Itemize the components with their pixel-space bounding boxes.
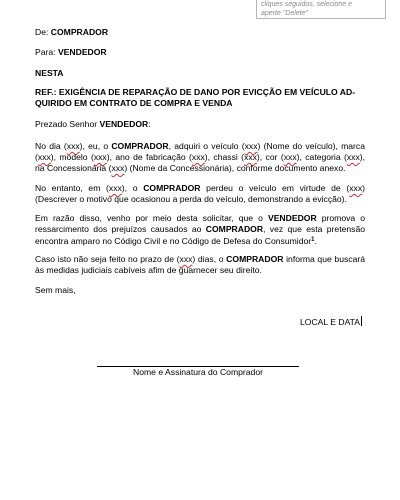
sender-label: De:	[35, 27, 51, 37]
place-date-text: LOCAL E DATA	[300, 317, 361, 327]
instruction-hint-box	[256, 0, 386, 19]
paragraph-deadline: Caso isto não seja feito no prazo de (xxx) dias, o COMPRADOR informa que buscará às medidas judiciais cabíveis afim de guarnecer seu direito.	[35, 254, 366, 275]
placeholder-xxx[interactable]: xxx	[244, 141, 258, 151]
signature-label: Nome e Assinatura do Comprador	[133, 367, 263, 377]
placeholder-xxx[interactable]: xxx	[66, 141, 80, 151]
recipient-value: VENDEDOR	[57, 47, 107, 57]
placeholder-xxx[interactable]: xxx	[283, 152, 297, 162]
text-cursor	[361, 316, 362, 326]
placeholder-xxx[interactable]: xxx	[349, 183, 363, 193]
sender-line	[35, 27, 108, 38]
greeting-name: VENDEDOR	[99, 119, 149, 129]
recipient-label: Para:	[35, 47, 58, 57]
closing-line: Sem mais,	[35, 285, 76, 295]
placeholder-xxx[interactable]: xxx	[346, 152, 360, 162]
placeholder-xxx[interactable]: xxx	[108, 183, 122, 193]
hint-line-2: aperte "Delete"	[261, 9, 308, 17]
hint-line-1: cliques seguidos, selecione e	[261, 1, 353, 8]
placeholder-xxx[interactable]: xxx	[191, 152, 205, 162]
greeting-suffix: :	[148, 119, 151, 129]
placeholder-xxx[interactable]: xxx	[93, 152, 107, 162]
paragraph-loss: No entanto, em (xxx), o COMPRADOR perdeu o veículo em virtude de (xxx) (Descrever o motivo que ocasionou a perda do veículo, demonstrando a evicção).	[35, 183, 365, 204]
greeting	[35, 119, 151, 130]
placeholder-xxx[interactable]: xxx	[244, 152, 257, 162]
placeholder-xxx[interactable]: xxx	[179, 254, 193, 264]
greeting-prefix: Prezado Senhor	[35, 119, 100, 129]
paragraph-request: Em razão disso, venho por meio desta solicitar, que o VENDEDOR promova o ressarcimento dos prejuízos causados ao COMPRADOR, vez que esta pretensão encontra amparo no Código Civil e no Código de Defesa do Consumidor$^1$.	[35, 213, 365, 246]
recipient-line	[35, 47, 107, 58]
paragraph-purchase: No dia (xxx), eu, o COMPRADOR, adquiri o veículo (xxx) (Nome do veículo), marca (xxx), modelo (xxx), ano de fabricação (xxx), chassi (xxx), cor (xxx), categoria (xxx), na Concessionária (xxx) (Nome da Concessionária), conforme documento anexo.	[35, 141, 365, 173]
sender-value: COMPRADOR	[50, 27, 109, 37]
placeholder-xxx[interactable]: xxx	[111, 163, 125, 173]
footnote-marker: 1	[311, 237, 315, 243]
nesta-line: NESTA	[35, 68, 64, 78]
place-date-field[interactable]	[300, 316, 362, 328]
reference-line-2: QUIRIDO EM CONTRATO DE COMPRA E VENDA	[35, 98, 233, 108]
placeholder-xxx[interactable]: xxx	[37, 152, 51, 162]
reference-line-1: REF.: EXIGÊNCIA DE REPARAÇÃO DE DANO POR EVICÇÃO EM VEÍCULO AD-	[35, 87, 356, 97]
